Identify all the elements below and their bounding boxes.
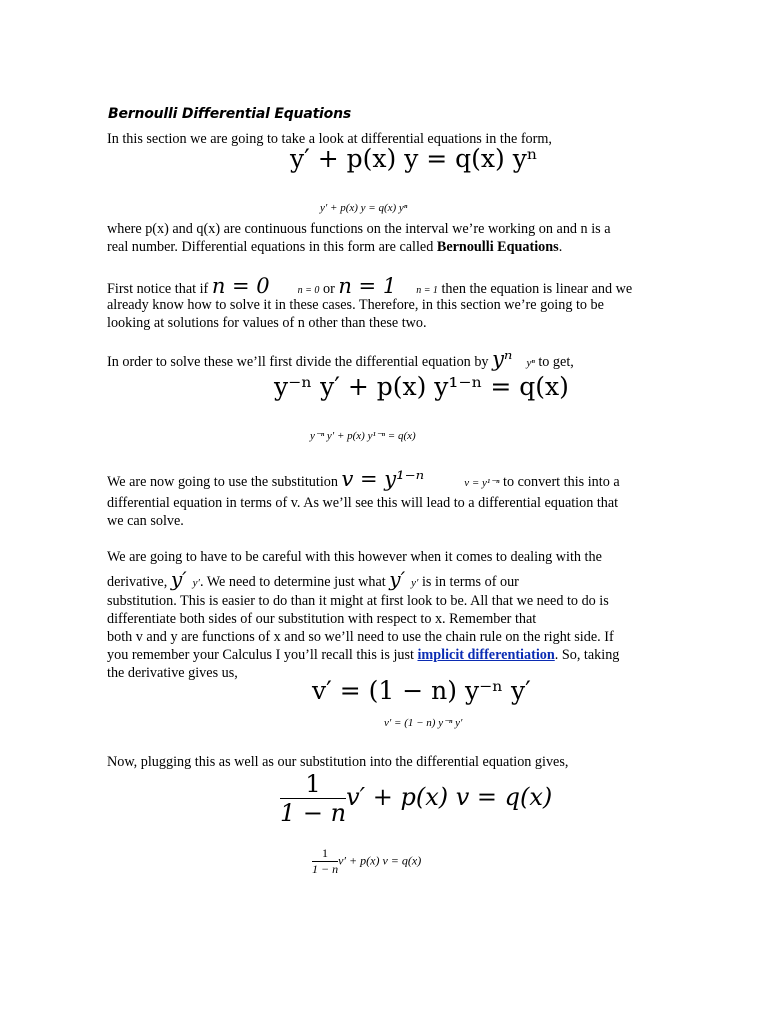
equation-final: $\frac{1}{1 - n}$ v′ + p(x) v = q(x)	[280, 770, 553, 827]
definition-paragraph	[107, 220, 647, 256]
equation-final-fraction: $\frac{1}{1 - n}$	[280, 770, 347, 827]
equation-divided-small: y⁻ⁿ y′ + p(x) y¹⁻ⁿ = q(x)	[310, 430, 416, 442]
section-title: Bernoulli Differential Equations	[108, 106, 351, 122]
equation-derivative: v′ = (1 − n) y⁻ⁿ y′	[312, 676, 531, 705]
n-equals-zero-small: n = 0	[297, 285, 320, 296]
y-prime-small-2: y′	[411, 577, 419, 589]
equation-final-small: $\frac{1}{1 - n}$ v′ + p(x) v = q(x)	[312, 846, 422, 876]
substitution-paragraph: differential equation in terms of v. As we’ll see this will lead to a differential equation that we can solve.	[107, 495, 619, 529]
plugging-text: Now, plugging this as well as our substitution into the differential equation gives,	[107, 754, 569, 770]
equation-bernoulli: y′ + p(x) y = q(x) yⁿ	[290, 144, 538, 173]
y-prime-big: y′	[170, 567, 187, 591]
n-equals-zero-big: n = 0	[211, 274, 270, 298]
divide-line: In order to solve these we’ll first divide the differential equation by yⁿ yⁿ to get,	[107, 347, 574, 371]
equation-divided: y⁻ⁿ y′ + p(x) y¹⁻ⁿ = q(x)	[274, 372, 569, 401]
notice-paragraph: already know how to solve it in these cases. Therefore, in this section we’re going to be looking at solutions for values of n other than these two.	[107, 297, 604, 331]
y-power-n-big: yⁿ	[492, 347, 513, 371]
n-equals-one-big: n = 1	[338, 274, 397, 298]
bernoulli-equations-term: Bernoulli Equations	[436, 239, 559, 255]
notice-line-1: First notice that if n = 0 n = 0 or n = 1 n = 1 then the equation is linear and we	[107, 274, 633, 298]
n-equals-one-small: n = 1	[416, 285, 438, 296]
substitution-small: v = y¹⁻ⁿ	[464, 477, 500, 489]
definition-line-2: real number. Differential equations in this form are called Bernoulli Equations.	[107, 239, 563, 255]
substitution-big: v = y¹⁻ⁿ	[341, 467, 425, 491]
careful-paragraph: We are going to have to be careful with this however when it comes to dealing with the derivative, y′ y′. We need to determine just what y′ y′ is in terms of our substitution. This is easier to do than it might at first look to be. All that we need to do is differentiate both sides of our substitution with respect to x. Remember that both v and y are functions of x and so we’ll need to use the chain rule on the right side. If you remember your Calculus I you’ll recall this is just implicit differentiation. So, taking the derivative gives us,	[107, 549, 620, 681]
y-power-n-small: yⁿ	[526, 357, 535, 369]
substitution-line-1: We are now going to use the substitution v = y¹⁻ⁿ v = y¹⁻ⁿ to convert this into a	[107, 467, 620, 491]
intro-text: In this section we are going to take a look at differential equations in the form,	[107, 131, 552, 147]
y-prime-small: y′	[192, 577, 200, 589]
equation-derivative-small: v′ = (1 − n) y⁻ⁿ y′	[384, 717, 463, 729]
equation-bernoulli-small: y′ + p(x) y = q(x) yⁿ	[320, 202, 408, 214]
definition-line-1: where p(x) and q(x) are continuous functions on the interval we’re working on and n is a	[107, 221, 611, 237]
implicit-differentiation-link[interactable]: implicit differentiation	[417, 647, 555, 663]
y-prime-big-2: y′	[389, 567, 406, 591]
